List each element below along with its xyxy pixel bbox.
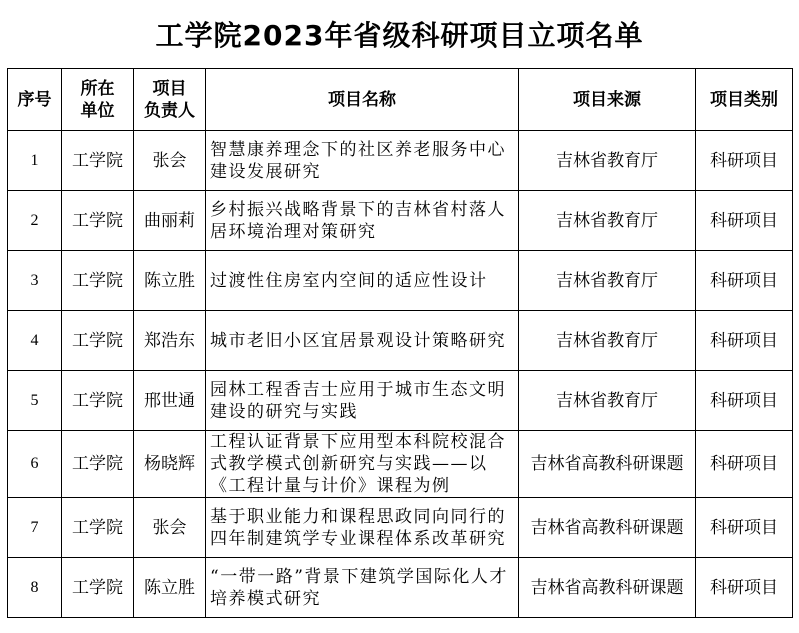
cell-source: 吉林省教育厅: [519, 251, 696, 311]
cell-source: 吉林省教育厅: [519, 371, 696, 431]
cell-unit: 工学院: [62, 558, 134, 618]
table-row: [8, 431, 793, 498]
header-unit-line2: 单位: [80, 100, 115, 121]
cell-project-name: 基于职业能力和课程思政同向同行的四年制建筑学专业课程体系改革研究: [206, 498, 519, 558]
cell-category: 科研项目: [696, 558, 793, 618]
cell-unit: 工学院: [62, 431, 134, 498]
header-unit-line1: 所在: [80, 78, 115, 99]
cell-unit: 工学院: [62, 498, 134, 558]
cell-seq: 5: [8, 371, 62, 431]
cell-category: 科研项目: [696, 251, 793, 311]
cell-source: 吉林省高教科研课题: [519, 498, 696, 558]
cell-project-name: 智慧康养理念下的社区养老服务中心建设发展研究: [206, 131, 519, 191]
table-row: [8, 498, 793, 558]
cell-category: 科研项目: [696, 131, 793, 191]
header-leader-line2: 负责人: [144, 100, 195, 121]
cell-seq: 8: [8, 558, 62, 618]
cell-project-name: 工程认证背景下应用型本科院校混合式教学模式创新研究与实践——以《工程计量与计价》课程为例: [206, 431, 519, 498]
cell-project-name: “一带一路”背景下建筑学国际化人才培养模式研究: [206, 558, 519, 618]
header-unit: [62, 69, 134, 131]
header-category: 项目类别: [696, 69, 793, 131]
cell-project-name: 乡村振兴战略背景下的吉林省村落人居环境治理对策研究: [206, 191, 519, 251]
header-name: 项目名称: [206, 69, 519, 131]
cell-category: 科研项目: [696, 431, 793, 498]
cell-category: 科研项目: [696, 498, 793, 558]
project-table: [7, 68, 793, 618]
cell-source: 吉林省教育厅: [519, 131, 696, 191]
cell-leader: 邢世通: [134, 371, 206, 431]
header-leader-line1: 项目: [152, 78, 187, 99]
cell-seq: 6: [8, 431, 62, 498]
table-row: [8, 251, 793, 311]
table-row: [8, 131, 793, 191]
cell-seq: 4: [8, 311, 62, 371]
cell-source: 吉林省教育厅: [519, 311, 696, 371]
table-row: [8, 311, 793, 371]
cell-leader: 张会: [134, 131, 206, 191]
document-title: 工学院2023年省级科研项目立项名单: [155, 19, 644, 52]
table-row: [8, 558, 793, 618]
cell-leader: 郑浩东: [134, 311, 206, 371]
cell-unit: 工学院: [62, 191, 134, 251]
cell-unit: 工学院: [62, 371, 134, 431]
header-seq: 序号: [8, 69, 62, 131]
table-row: [8, 191, 793, 251]
cell-leader: 陈立胜: [134, 558, 206, 618]
cell-leader: 张会: [134, 498, 206, 558]
header-leader: [134, 69, 206, 131]
cell-category: 科研项目: [696, 191, 793, 251]
cell-seq: 1: [8, 131, 62, 191]
cell-project-name: 过渡性住房室内空间的适应性设计: [206, 251, 519, 311]
cell-project-name: 城市老旧小区宜居景观设计策略研究: [206, 311, 519, 371]
cell-leader: 曲丽莉: [134, 191, 206, 251]
cell-source: 吉林省教育厅: [519, 191, 696, 251]
header-row: [8, 69, 793, 131]
cell-unit: 工学院: [62, 311, 134, 371]
cell-leader: 杨晓辉: [134, 431, 206, 498]
cell-seq: 7: [8, 498, 62, 558]
header-source: 项目来源: [519, 69, 696, 131]
cell-leader: 陈立胜: [134, 251, 206, 311]
cell-source: 吉林省高教科研课题: [519, 558, 696, 618]
cell-project-name: 园林工程香吉士应用于城市生态文明建设的研究与实践: [206, 371, 519, 431]
cell-seq: 2: [8, 191, 62, 251]
cell-unit: 工学院: [62, 251, 134, 311]
cell-source: 吉林省高教科研课题: [519, 431, 696, 498]
cell-category: 科研项目: [696, 371, 793, 431]
cell-category: 科研项目: [696, 311, 793, 371]
table-row: [8, 371, 793, 431]
cell-seq: 3: [8, 251, 62, 311]
cell-unit: 工学院: [62, 131, 134, 191]
